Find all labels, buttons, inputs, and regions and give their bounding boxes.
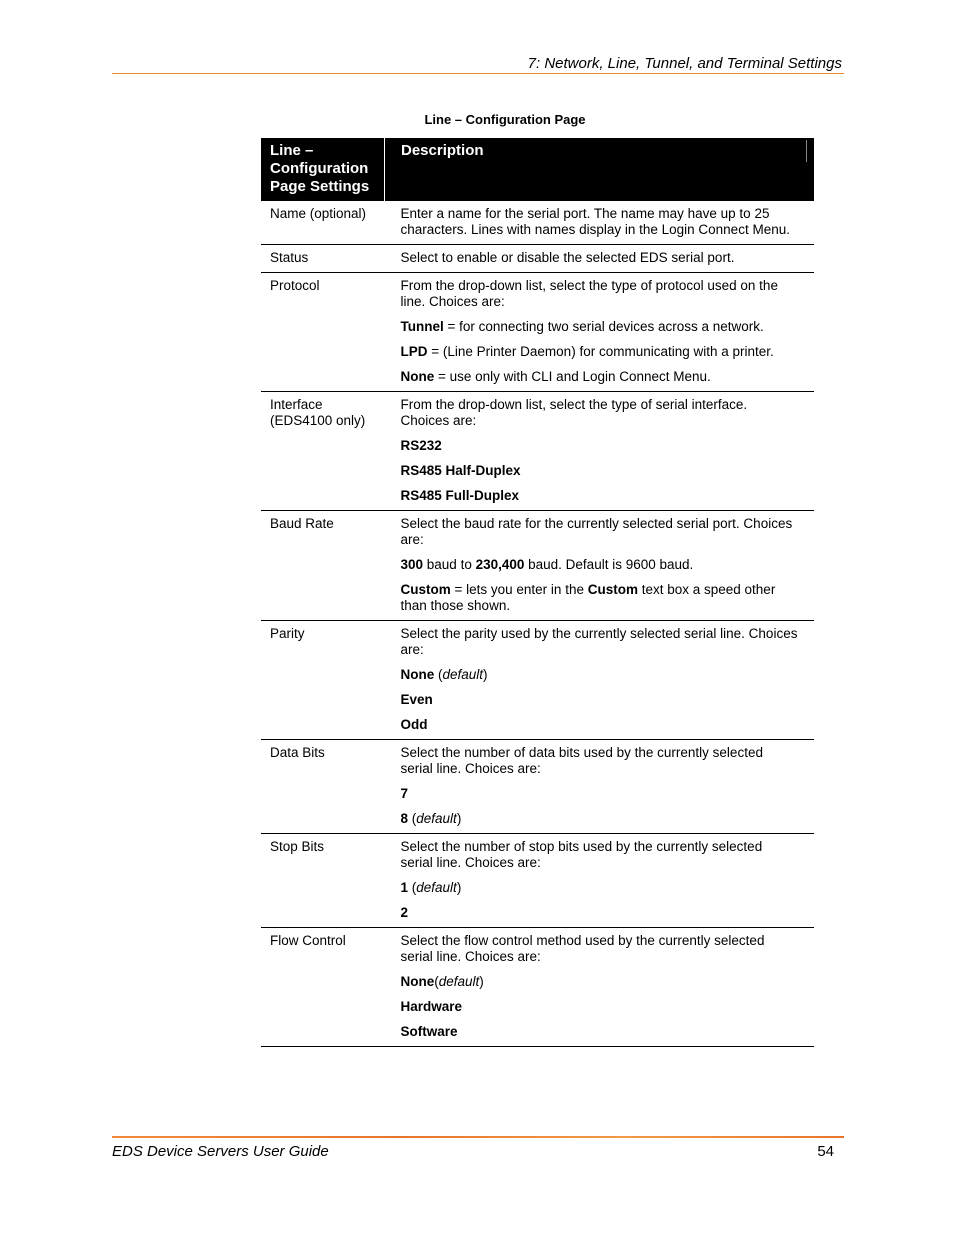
description-text: = use only with CLI and Login Connect Menu.	[434, 369, 711, 384]
description-paragraph	[401, 206, 799, 238]
setting-description	[385, 511, 815, 621]
footer-rule	[112, 1136, 844, 1138]
default-marker: default	[416, 880, 457, 895]
option-name: RS485 Half-Duplex	[400, 463, 521, 478]
description-paragraph	[401, 250, 799, 266]
description-paragraph	[401, 717, 799, 733]
description-paragraph	[401, 692, 799, 708]
description-paragraph	[401, 438, 799, 454]
setting-name: Flow Control	[261, 928, 385, 1047]
option-name: 300	[400, 557, 424, 572]
option-name: Tunnel	[400, 319, 444, 334]
description-text: Select the flow control method used by the currently selected serial line. Choices are:	[400, 933, 765, 964]
description-paragraph	[401, 905, 799, 921]
option-name: Custom	[587, 582, 638, 597]
setting-name: Data Bits	[261, 740, 385, 834]
description-text: = (Line Printer Daemon) for communicating with a printer.	[427, 344, 774, 359]
description-text: From the drop-down list, select the type of protocol used on the line. Choices are:	[400, 278, 778, 309]
description-text: baud to	[423, 557, 476, 572]
header-rule	[112, 73, 844, 74]
table-row	[261, 621, 814, 740]
description-text: Select the baud rate for the currently selected serial port. Choices are:	[400, 516, 793, 547]
setting-name: Name (optional)	[261, 201, 385, 245]
option-name: LPD	[400, 344, 428, 359]
option-name: None	[400, 369, 435, 384]
option-name: None	[400, 974, 435, 989]
option-name: Custom	[400, 582, 451, 597]
description-paragraph	[401, 488, 799, 504]
description-paragraph	[401, 397, 799, 429]
column-header-description: Description	[385, 138, 815, 201]
description-text: Enter a name for the serial port. The name may have up to 25 characters. Lines with names display in the Login Connect Menu.	[400, 206, 790, 237]
description-paragraph	[401, 582, 799, 614]
option-name: 7	[400, 786, 409, 801]
table-row	[261, 928, 814, 1047]
table-row	[261, 834, 814, 928]
description-text: (	[434, 667, 443, 682]
setting-name: Interface (EDS4100 only)	[261, 392, 385, 511]
setting-description	[385, 834, 815, 928]
table-body	[261, 201, 814, 1047]
guide-title: EDS Device Servers User Guide	[112, 1143, 329, 1160]
description-text: )	[483, 667, 488, 682]
table-row	[261, 511, 814, 621]
description-text: Select the parity used by the currently selected serial line. Choices are:	[400, 626, 798, 657]
table-row	[261, 273, 814, 392]
description-paragraph	[401, 839, 799, 871]
description-paragraph	[401, 811, 799, 827]
setting-description	[385, 621, 815, 740]
description-text: )	[479, 974, 484, 989]
setting-name: Status	[261, 245, 385, 273]
default-marker: default	[438, 974, 480, 989]
description-text: Select the number of data bits used by the currently selected serial line. Choices are:	[400, 745, 763, 776]
description-text: From the drop-down list, select the type of serial interface. Choices are:	[400, 397, 748, 428]
setting-description	[385, 392, 815, 511]
description-text: (	[434, 974, 439, 989]
description-paragraph	[401, 557, 799, 573]
description-paragraph	[401, 880, 799, 896]
setting-name: Baud Rate	[261, 511, 385, 621]
option-name: Even	[400, 692, 433, 707]
setting-description	[385, 245, 815, 273]
description-text: (	[408, 811, 417, 826]
option-name: 2	[400, 905, 409, 920]
description-text: baud. Default is 9600 baud.	[524, 557, 694, 572]
description-text: = lets you enter in the	[450, 582, 588, 597]
chapter-title: 7: Network, Line, Tunnel, and Terminal Settings	[527, 55, 842, 72]
description-paragraph	[401, 626, 799, 658]
setting-description	[385, 201, 815, 245]
setting-description	[385, 928, 815, 1047]
option-name: RS232	[400, 438, 442, 453]
setting-name: Protocol	[261, 273, 385, 392]
description-paragraph	[401, 369, 799, 385]
setting-description	[385, 273, 815, 392]
option-name: 8	[400, 811, 409, 826]
table-row	[261, 740, 814, 834]
page-number: 54	[817, 1143, 834, 1160]
option-name: 1	[400, 880, 409, 895]
description-text: )	[456, 811, 462, 826]
description-paragraph	[401, 278, 799, 310]
description-paragraph	[401, 974, 799, 990]
table-row	[261, 201, 814, 245]
option-name: None	[400, 667, 435, 682]
description-paragraph	[401, 786, 799, 802]
description-text: (	[408, 880, 417, 895]
line-configuration-table	[261, 138, 814, 1047]
default-marker: default	[442, 667, 484, 682]
default-marker: default	[416, 811, 457, 826]
column-header-setting: Line – Configuration Page Settings	[261, 138, 385, 201]
description-paragraph	[401, 516, 799, 548]
description-paragraph	[401, 933, 799, 965]
description-text: text box a speed other than those shown.	[400, 582, 776, 613]
setting-name: Parity	[261, 621, 385, 740]
description-paragraph	[401, 463, 799, 479]
option-name: Hardware	[400, 999, 463, 1014]
description-text: Select to enable or disable the selected EDS serial port.	[400, 250, 735, 265]
description-paragraph	[401, 344, 799, 360]
option-name: Software	[400, 1024, 458, 1039]
option-name: 230,400	[475, 557, 525, 572]
description-paragraph	[401, 999, 799, 1015]
table-row	[261, 245, 814, 273]
table-caption: Line – Configuration Page	[424, 112, 586, 127]
table-row	[261, 392, 814, 511]
description-paragraph	[401, 1024, 799, 1040]
option-name: RS485 Full-Duplex	[400, 488, 520, 503]
setting-name: Stop Bits	[261, 834, 385, 928]
description-text: Select the number of stop bits used by the currently selected serial line. Choices are:	[400, 839, 763, 870]
description-paragraph	[401, 319, 799, 335]
description-paragraph	[401, 667, 799, 683]
table-header-row	[261, 138, 814, 201]
description-text: = for connecting two serial devices across a network.	[443, 319, 764, 334]
option-name: Odd	[400, 717, 428, 732]
setting-description	[385, 740, 815, 834]
description-paragraph	[401, 745, 799, 777]
description-text: )	[456, 880, 462, 895]
